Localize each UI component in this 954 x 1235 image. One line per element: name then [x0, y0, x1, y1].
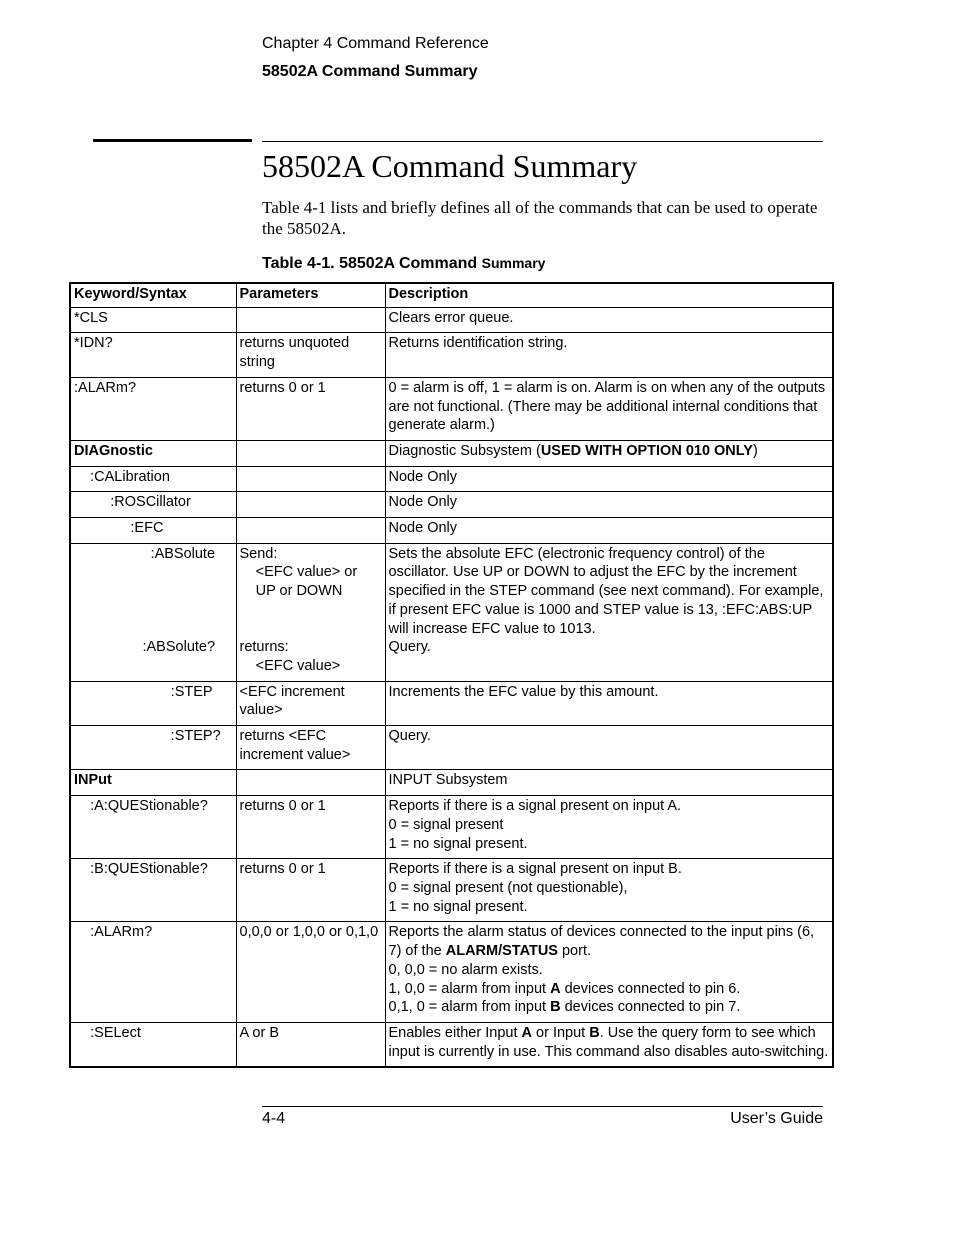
- params-cell: <EFC increment value>: [236, 681, 385, 725]
- description-text: 1, 0,0 = alarm from input: [388, 980, 551, 997]
- description-cell: Node Only: [385, 492, 833, 518]
- page-title: 58502A Command Summary: [262, 148, 638, 184]
- table-row: [70, 770, 833, 796]
- description-text: devices connected to pin 6.: [560, 980, 741, 997]
- keyword-cell: :STEP?: [70, 726, 236, 770]
- table-caption-main: Table 4-1. 58502A Command: [262, 255, 482, 272]
- table-row: [70, 466, 833, 492]
- description-cell: Query.: [385, 726, 833, 770]
- description-cell: [385, 922, 833, 1023]
- description-text: Reports the alarm status of devices connected to the input pins (6, 7) of the: [388, 924, 815, 960]
- description-cell: Reports if there is a signal present on input B. 0 = signal present (not questionable), 1 = no signal present.: [385, 859, 833, 922]
- description-cell: Increments the EFC value by this amount.: [385, 681, 833, 725]
- keyword-cell: :ALARm?: [70, 377, 236, 440]
- col-header-parameters: Parameters: [236, 283, 385, 307]
- params-cell: returns 0 or 1: [236, 377, 385, 440]
- description-cell: Node Only: [385, 518, 833, 544]
- keyword-cell: :ABSolute :ABSolute?: [70, 543, 236, 681]
- description-text: Diagnostic Subsystem (: [388, 442, 541, 459]
- description-text: port.: [557, 943, 592, 960]
- keyword-cell: *CLS: [70, 307, 236, 333]
- params-cell: returns <EFC increment value>: [236, 726, 385, 770]
- table-row: [70, 440, 833, 466]
- description-cell: Sets the absolute EFC (electronic frequency control) of the oscillator. Use UP or DOWN to adjust the EFC by the increment specified in the STEP command (see next command). For example, if present EFC value is 1000 and STEP value is 13, :EFC:ABS:UP will increase EFC value to 1013. Query.: [385, 543, 833, 681]
- keyword-cell: :SELect: [70, 1022, 236, 1067]
- keyword-cell: :STEP: [70, 681, 236, 725]
- table-row: [70, 1022, 833, 1067]
- table-row: [70, 307, 833, 333]
- description-text: 0,1, 0 = alarm from input: [388, 999, 551, 1016]
- table-caption-small: Summary: [481, 255, 546, 271]
- description-text: or Input: [532, 1024, 590, 1041]
- section-rule-thin: [262, 141, 823, 142]
- description-text: devices connected to pin 7.: [560, 999, 741, 1016]
- table-row: [70, 681, 833, 725]
- description-text: ): [752, 442, 758, 459]
- table-row: [70, 922, 833, 1023]
- description-cell: Reports if there is a signal present on input A. 0 = signal present 1 = no signal present.: [385, 796, 833, 859]
- description-text: Enables either Input: [388, 1024, 522, 1041]
- description-emphasis: B: [550, 999, 561, 1016]
- footer-rule: [262, 1106, 823, 1107]
- description-cell: Clears error queue.: [385, 307, 833, 333]
- keyword-cell: :ALARm?: [70, 922, 236, 1023]
- col-header-description: Description: [385, 283, 833, 307]
- description-cell: [385, 440, 833, 466]
- params-cell: Send: <EFC value> or UP or DOWN returns: <EFC value>: [236, 543, 385, 681]
- description-emphasis: ALARM/STATUS: [445, 943, 558, 960]
- keyword-cell: :EFC: [70, 518, 236, 544]
- description-emphasis: A: [550, 980, 561, 997]
- intro-paragraph: Table 4-1 lists and briefly defines all of the commands that can be used to operate the 58502A.: [262, 198, 818, 238]
- table-row: [70, 518, 833, 544]
- table-row: [70, 796, 833, 859]
- keyword-cell: :CALibration: [70, 466, 236, 492]
- params-cell: returns 0 or 1: [236, 796, 385, 859]
- col-header-keyword: Keyword/Syntax: [70, 283, 236, 307]
- command-table: [69, 282, 834, 1068]
- description-cell: [385, 1022, 833, 1067]
- table-row: [70, 492, 833, 518]
- keyword-cell: :ROSCillator: [70, 492, 236, 518]
- description-cell: Returns identification string.: [385, 333, 833, 377]
- table-caption: [262, 255, 545, 273]
- footer-guide-title: User’s Guide: [730, 1110, 823, 1127]
- table-row: [70, 726, 833, 770]
- description-emphasis: B: [589, 1024, 600, 1041]
- params-cell: A or B: [236, 1022, 385, 1067]
- description-text: 0, 0,0 = no alarm exists.: [388, 961, 543, 978]
- table-header-row: [70, 283, 833, 307]
- keyword-cell: DIAGnostic: [70, 440, 236, 466]
- page-number: 4-4: [262, 1110, 286, 1127]
- description-emphasis: USED WITH OPTION 010 ONLY: [540, 442, 753, 459]
- description-cell: 0 = alarm is off, 1 = alarm is on. Alarm is on when any of the outputs are not functional. (There may be additional internal conditions that generate alarm.): [385, 377, 833, 440]
- params-cell: returns unquoted string: [236, 333, 385, 377]
- params-cell: returns 0 or 1: [236, 859, 385, 922]
- keyword-cell: :B:QUEStionable?: [70, 859, 236, 922]
- params-cell: [236, 440, 385, 466]
- params-cell: [236, 770, 385, 796]
- running-header-chapter: Chapter 4 Command Reference: [262, 35, 489, 52]
- keyword-cell: *IDN?: [70, 333, 236, 377]
- table-row: [70, 543, 833, 681]
- params-cell: [236, 307, 385, 333]
- params-cell: [236, 492, 385, 518]
- keyword-cell: INPut: [70, 770, 236, 796]
- params-cell: [236, 466, 385, 492]
- table-row: [70, 377, 833, 440]
- description-cell: INPUT Subsystem: [385, 770, 833, 796]
- running-header-section: 58502A Command Summary: [262, 63, 478, 80]
- params-cell: [236, 518, 385, 544]
- description-emphasis: A: [521, 1024, 532, 1041]
- params-cell: 0,0,0 or 1,0,0 or 0,1,0: [236, 922, 385, 1023]
- description-cell: Node Only: [385, 466, 833, 492]
- description-text: . Use the query form to see which input is currently in use. This command also disables auto-switching.: [388, 1024, 829, 1060]
- keyword-cell: :A:QUEStionable?: [70, 796, 236, 859]
- table-row: [70, 859, 833, 922]
- section-rule-thick: [93, 139, 252, 142]
- table-row: [70, 333, 833, 377]
